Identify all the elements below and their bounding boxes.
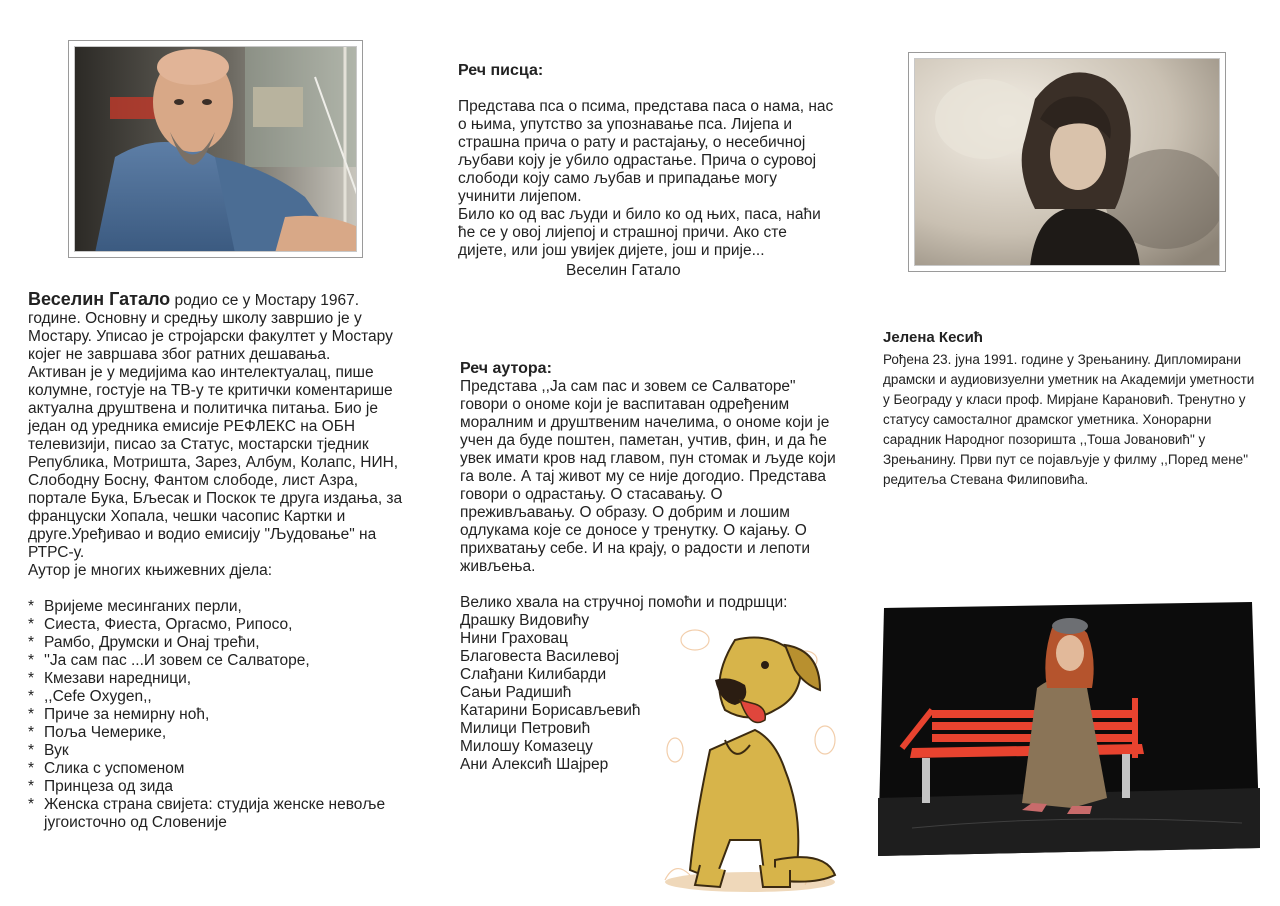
stage-photo [872,598,1264,860]
thanks-list-item: Сањи Радишић [460,684,572,701]
works-list-item: * Вријеме месинганих перли, [28,598,408,616]
actress-name: Јелена Кесић [883,329,983,346]
thanks-list-item: Слађани Килибарди [460,666,607,683]
bio-paragraph-2: Активан је у медијима као интелектуалац, пише колумне, гостује на ТВ-у те критички коментарише актуална друштвена и политичка питања. Био је један од уредника емисије РЕФЛЕКС на ОБН телевизији, писао за Статус, мостарски тједник Република, Мотришта, Зарез, Албум, Колапс, НИН, Слободну Босну, Фантом слободе, лист Азра, портале Бука, Бљесак и Поскок те друга издања, за француски Хопала, чешки часопис Картки и друге.Уређивао и водио емисију "Људовање" на РТРС-у. [28,364,403,561]
bio-paragraph-3: Аутор је многих књижевних дјела: [28,562,273,579]
writer-word-text: Представа пса о псима, представа паса о нама, нас о њима, упутство за упознавање пса. Лијепа и страшна прича о рату и растајању, о несебичној љубави коју је убило одрастање. Прича о суровој слободи коју само љубав и припадање могу учинити лијепом. [458,98,834,205]
works-list-item: * Приче за немирну ноћ, [28,706,408,724]
thanks-title: Велико хвала на стручној помоћи и подршци: [460,594,788,611]
actress-bio-text: Рођена 23. јуна 1991. године у Зрењанину. Дипломирани драмски и аудиовизуелни уметник на Академији уметности у Београду у класи проф. Мирјане Карановић. Тренутно у статусу самосталног драмског уметника. Хонорарни сарадник Народног позоришта ,,Тоша Јовановић" у Зрењанину. Први пут се појављује у филму ,,Поред мене" редитеља Стевана Филиповића. [883,352,1255,487]
works-list-item: * ,,Cefe Oxygen,, [28,688,408,706]
works-list-item: * Женска страна свијета: студија женске невоље југоисточно од Словеније [28,796,408,832]
writer-signature: Веселин Гатало [566,262,681,279]
actress-biography [883,328,1263,490]
author-portrait-image [75,47,357,252]
author-word-text: Представа ,,Ја сам пас и зовем се Салваторе" говори о ономе који је васпитаван одређеним моралним и друштвеним начелима, о ономе који је учен да буде поштен, паметан, учтив, фин, и да ће увек имати кров над главом, пун стомак и људе који га воле. А тај живот му се није догодио. Представа говори о одрастању. О стасавању. О преживљавању. О образу. О добрим и лошим одлукама које се доносе у тренутку. О кајању. О прихватању себе. И на крају, о радости и лепоти живљења. [460,378,836,575]
thanks-list-item: Милошу Комазецу [460,738,593,755]
author-photo [68,40,363,258]
writer-word-text-2: Било ко од вас људи и било ко од њих, паса, наћи ће се у овој лијепој и страшној причи. Ако сте дијете, или још увијек дијете, још и прије... [458,206,821,259]
thanks-list-item: Драшку Видовићу [460,612,590,629]
works-list-item: * Поља Чемерике, [28,724,408,742]
works-list-item: * Вук [28,742,408,760]
author-word-title: Реч аутора: [460,360,552,377]
writer-word-section [458,62,838,280]
works-list-item: * Принцеза од зида [28,778,408,796]
thanks-list-item: Ани Алексић Шајрер [460,756,609,773]
actress-photo [908,52,1226,272]
thanks-list-item: Катарини Борисављевић [460,702,641,719]
works-list-item: * Кмезави наредници, [28,670,408,688]
works-list-item: * Рамбо, Друмски и Онај трећи, [28,634,408,652]
actress-portrait-image [915,59,1220,266]
works-list-item: * Сиеста, Фиеста, Оргасмо, Рипосо, [28,616,408,634]
thanks-list-item: Милици Петровић [460,720,591,737]
works-list-item: * ''Ја сам пас ...И зовем се Салваторе, [28,652,408,670]
works-list [28,598,408,832]
author-name: Веселин Гатало [28,289,171,309]
dog-illustration [655,600,845,900]
works-list-item: * Слика с успоменом [28,760,408,778]
bio-intro: родио се у Мостару 1967. године. Основну и средњу школу завршио је у Мостару. Уписао је стројарски факултет у Мостару којег не завршава због ратних дешавања. [28,292,393,363]
thanks-list-item: Благовеста Василевој [460,648,620,665]
author-biography [28,290,408,832]
thanks-list-item: Нини Граховац [460,630,568,647]
writer-word-title: Реч писца: [458,62,544,79]
bio-paragraph-1 [28,290,408,364]
